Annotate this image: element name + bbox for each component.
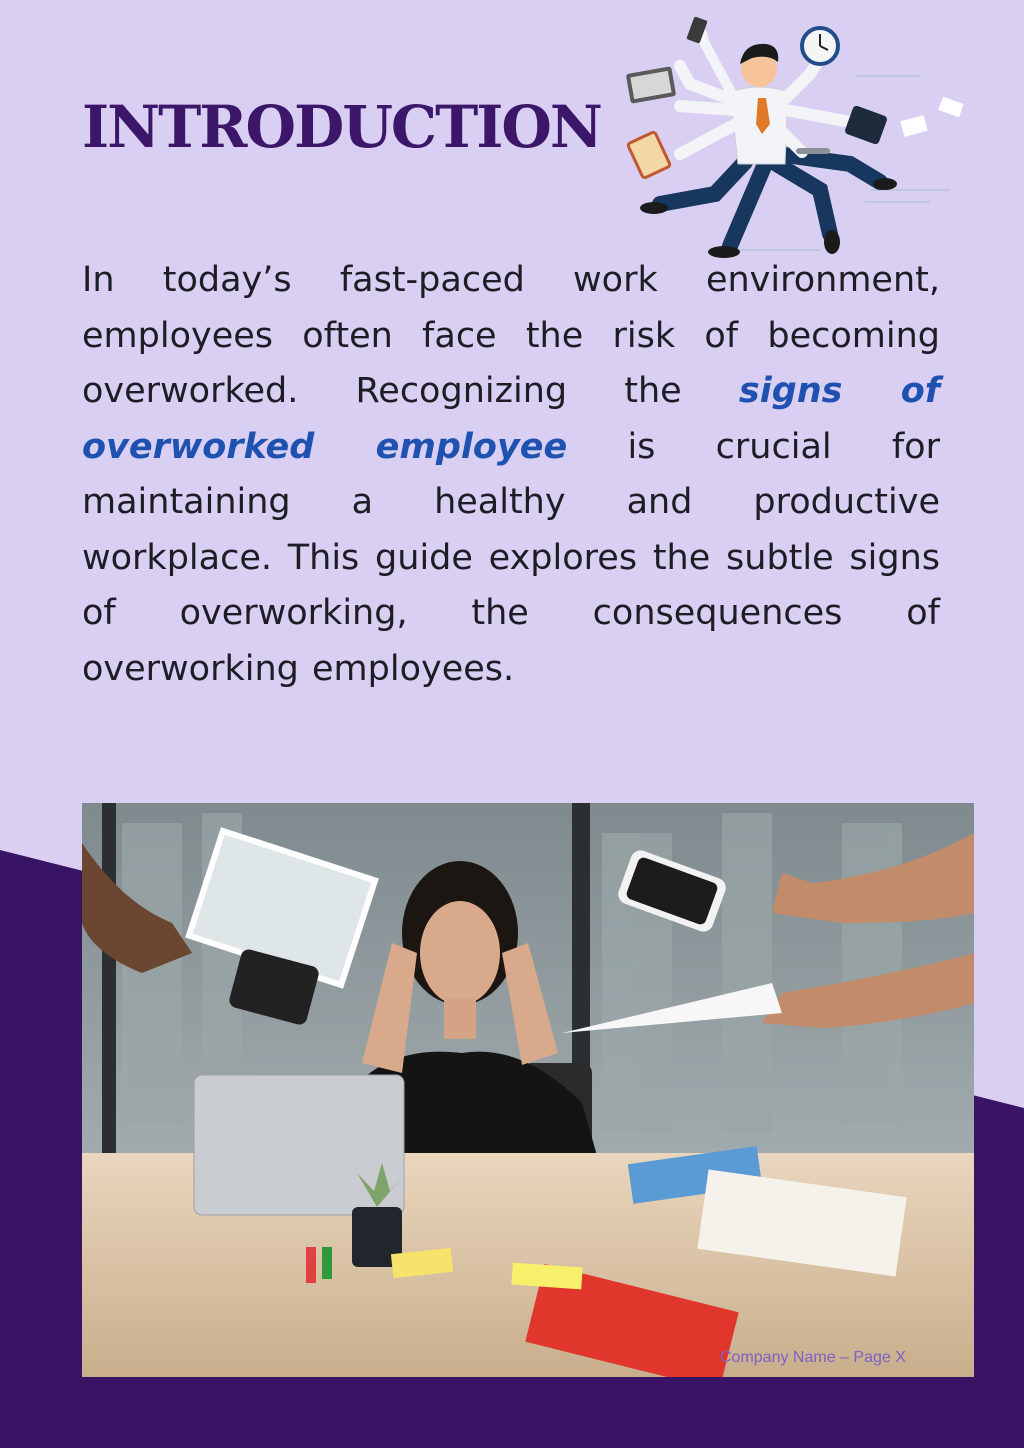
page-title: INTRODUCTION xyxy=(82,93,601,161)
intro-paragraph xyxy=(82,253,940,697)
intro-text-after: is crucial for maintaining a healthy and productive workplace. This guide explores the subtle signs of overworking, the consequences of overworking employees. xyxy=(82,426,940,689)
multitasking-businessman-illustration xyxy=(620,14,980,264)
stressed-employee-photo xyxy=(82,803,974,1377)
intro-text-before: In today’s fast-paced work environment, employees often face the risk of becoming overworked. Recognizing the xyxy=(82,260,940,411)
signs-of-overworked-employee-link[interactable]: signs of overworked employee xyxy=(82,371,941,467)
footer-page-label: Company Name – Page X xyxy=(720,1349,906,1366)
